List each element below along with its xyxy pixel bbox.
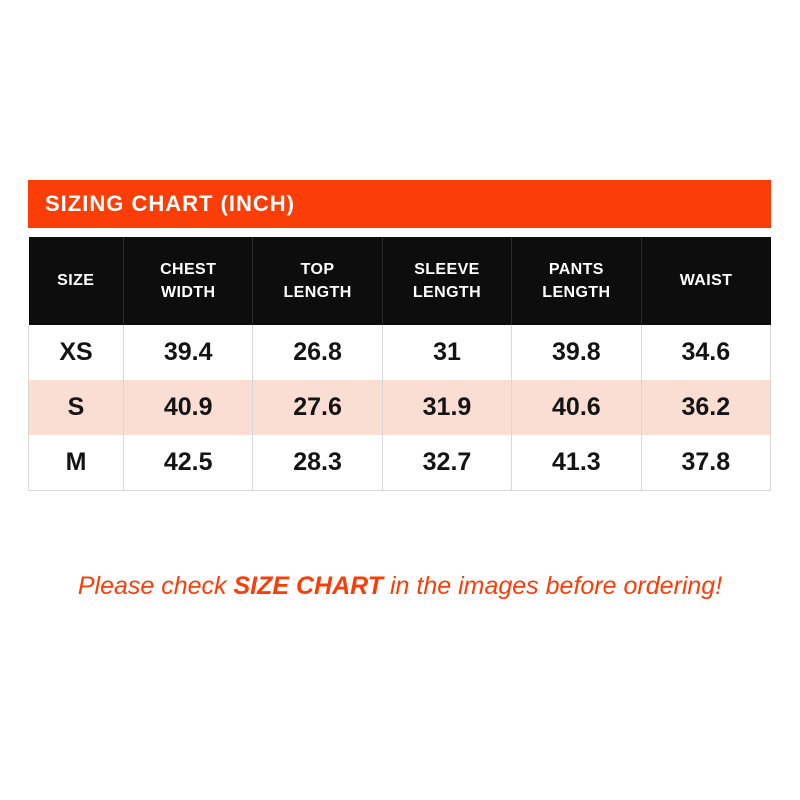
table-row-m [29,435,771,490]
column-header-waist: WAIST [641,237,770,325]
cell-xs-waist: 34.6 [641,325,770,380]
sizing-table [28,237,771,491]
cell-m-pants-length: 41.3 [512,435,641,490]
cell-xs-pants-length: 39.8 [512,325,641,380]
cell-s-chest-width: 40.9 [124,380,253,435]
cell-s-pants-length: 40.6 [512,380,641,435]
column-header-sleeve-length: SLEEVE LENGTH [382,237,511,325]
cell-m-waist: 37.8 [641,435,770,490]
cell-xs-sleeve-length: 31 [382,325,511,380]
table-row-s [29,380,771,435]
cell-m-chest-width: 42.5 [124,435,253,490]
chart-title: SIZING CHART (INCH) [45,191,295,216]
size-label-xs: XS [29,325,124,380]
column-header-size: SIZE [29,237,124,325]
column-header-top-length: TOP LENGTH [253,237,382,325]
column-header-pants-length: PANTS LENGTH [512,237,641,325]
size-label-m: M [29,435,124,490]
cell-m-sleeve-length: 32.7 [382,435,511,490]
cell-s-sleeve-length: 31.9 [382,380,511,435]
column-header-chest-width: CHEST WIDTH [124,237,253,325]
cell-s-top-length: 27.6 [253,380,382,435]
order-note-prefix: Please check [77,572,234,600]
order-note-emphasis: SIZE CHART [233,572,384,600]
order-note [0,572,800,601]
cell-xs-top-length: 26.8 [253,325,382,380]
cell-m-top-length: 28.3 [253,435,382,490]
cell-s-waist: 36.2 [641,380,770,435]
cell-xs-chest-width: 39.4 [124,325,253,380]
table-header-row [29,237,771,325]
order-note-suffix: in the images before ordering! [383,572,723,600]
chart-title-banner [28,180,771,228]
size-label-s: S [29,380,124,435]
table-row-xs [29,325,771,380]
